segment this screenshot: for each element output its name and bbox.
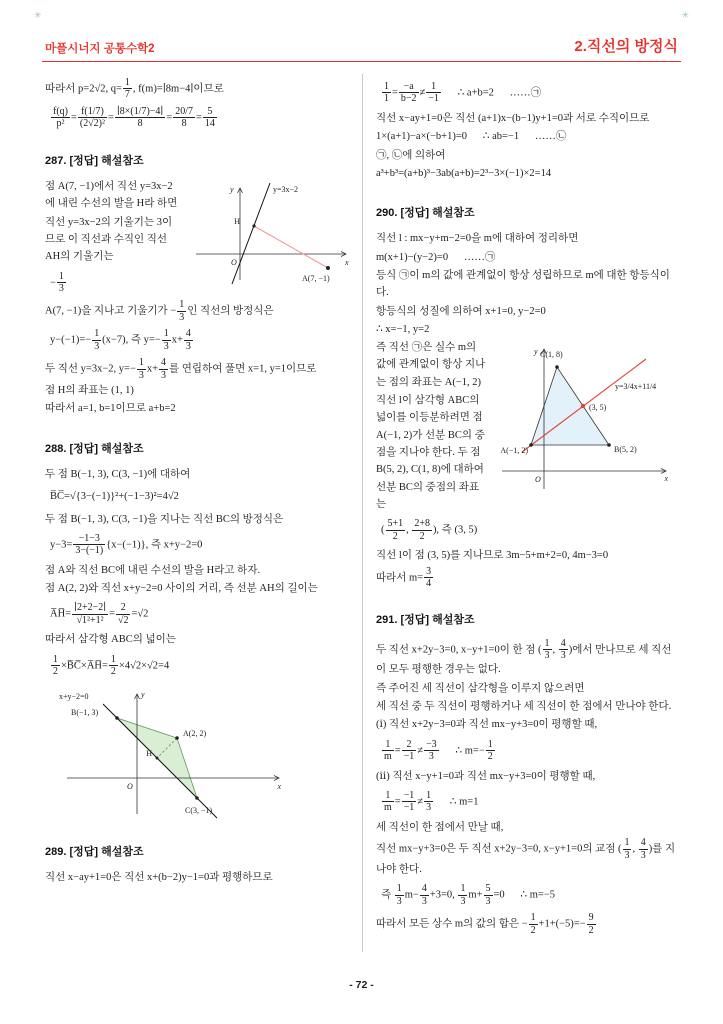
- solution-line: 두 점 B(−1, 3), C(3, −1)에 대하여: [45, 468, 191, 480]
- header-rule: [42, 61, 681, 62]
- solution-line: $\frac{f(q)}{\text{p²}}$ = $\frac{f(1/7)}{\text{(2√2)²}}$ = $\frac{∣8\times(1/7)-4∣}{8}$ = $\frac{20/7}{8}$ = $\frac{5}{14}$: [53, 105, 215, 130]
- point-b-label: B(5, 2): [614, 445, 637, 455]
- line-equation-label: x+y−2=0: [59, 691, 89, 701]
- point-c-label: C(3, −1): [185, 805, 213, 815]
- point-a-label: A(2, 2): [183, 728, 207, 738]
- solution-line: $\frac{1}{2}$ ×B̅C̅×A̅H̅= $\frac{1}{2}$ ×4√2×√2=4: [53, 653, 170, 678]
- solution-line: 따라서 모든 상수 m의 값의 합은 − $\frac{1}{2}$ +1+(−5)=− $\frac{9}{2}$: [376, 912, 594, 936]
- segment-ah: [254, 226, 328, 268]
- point-b: [607, 443, 611, 447]
- problem-288-heading: 288. [정답] 해설참조: [45, 442, 144, 455]
- point-a-label: A(7, −1): [302, 273, 330, 283]
- solution-line: B̅C̅=√{3−(−1)}²+(−1−3)²=4√2: [50, 491, 179, 503]
- diagram-287-perpendicular-foot: [188, 180, 353, 286]
- solution-288: [45, 440, 353, 821]
- solution-line: 세 직선 중 두 직선이 평행하거나 세 직선이 한 점에서 만나야 한다.: [376, 701, 672, 713]
- solution-line: ∴ x=−1, y=2: [376, 323, 430, 335]
- solution-287: [45, 152, 353, 418]
- solution-line: 직선 l이 점 (3, 5)를 지나므로 3m−5+m+2=0, 4m−3=0: [376, 550, 609, 562]
- solution-line: 직선 y=3x−2의 기울기는 3이므로 이 직선과 수직인 직선 AH의 기울기는: [45, 216, 173, 263]
- origin-label: O: [231, 257, 237, 267]
- solution-lines: [45, 869, 353, 886]
- solution-line: 따라서 m= $\frac{3}{4}$: [376, 565, 432, 589]
- solution-line: 1×(a+1)−a×(−b+1)=0 ∴ ab=−1 ……㉡: [376, 131, 567, 143]
- solution-line: (ⅰ) 직선 x+2y−3=0과 직선 mx−y+3=0이 평행할 때,: [376, 719, 598, 731]
- solution-line: 두 직선 x+2y−3=0, x−y+1=0이 한 점 ( $\frac{1}{3}$ , $\frac{4}{3}$ )에서 만나므로 세 직선이 모두 평행한 경우는 없다.: [376, 637, 672, 676]
- solution-290: [376, 204, 679, 589]
- solution-line: A̅H̅= $\frac{∣2+2-2∣}{\text{√1²+1²}}$ = $\frac{2}{√2}$ =√2: [50, 602, 149, 626]
- column-divider: [362, 74, 363, 952]
- print-mark-right-icon: ✳: [681, 10, 689, 20]
- solution-line: 점 A(7, −1)에서 직선 y=3x−2에 내린 수선의 발을 H라 하면: [45, 180, 178, 210]
- line-y-3x-2: [232, 183, 270, 284]
- solution-line: 직선 x−ay+1=0은 직선 (a+1)x−(b−1)y+1=0과 서로 수직이므로: [376, 112, 650, 124]
- solution-line: m(x+1)−(y−2)=0 ……㉠: [376, 251, 496, 263]
- solution-line: $\frac{1}{m}$ = $\frac{2}{-1}$ ≠ $\frac{-3}{3}$ ∴ m=− $\frac{1}{2}$: [384, 738, 493, 763]
- line-bc: [103, 704, 217, 818]
- x-axis-label: x: [664, 474, 668, 484]
- solution-286-continued: [45, 77, 353, 130]
- problem-291-heading: 291. [정답] 해설참조: [376, 614, 475, 627]
- solution-line: 두 점 B(−1, 3), C(3, −1)을 지나는 직선 BC의 방정식은: [45, 513, 284, 525]
- origin-label: O: [535, 475, 541, 485]
- solution-line: 따라서 a=1, b=1이므로 a+b=2: [45, 403, 176, 415]
- problem-290-heading: 290. [정답] 해설참조: [376, 207, 475, 220]
- solution-line: − $\frac{1}{3}$: [50, 270, 64, 294]
- solution-line: ㉠, ㉡에 의하여: [376, 149, 446, 161]
- line-equation-label: y=3x−2: [273, 184, 299, 194]
- right-column: [376, 76, 679, 937]
- solution-lines: [376, 81, 679, 182]
- solution-lines: [376, 230, 679, 338]
- solution-line: 따라서 p=2√2, q= $\frac{1}{7}$ , f(m)=∣8m−4∣이므로: [45, 77, 224, 101]
- x-axis-label: x: [277, 781, 281, 791]
- point-a: [326, 266, 330, 270]
- page-number: - 72 -: [349, 978, 374, 991]
- solution-line: y−(−1)=− $\frac{1}{3}$ (x−7), 즉 y=− $\frac{1}{3}$ x+ $\frac{4}{3}$: [50, 328, 191, 352]
- solution-line: 직선 x−ay+1=0은 직선 x+(b−2)y−1=0과 평행하므로: [45, 871, 273, 883]
- solution-line: 즉 $\frac{1}{3}$ m− $\frac{4}{3}$ +3=0, $\frac{1}{3}$ m+ $\frac{5}{3}$ =0 ∴ m=−5: [381, 883, 555, 907]
- y-axis-label: y: [534, 347, 538, 357]
- solution-line: ( $\frac{5+1}{2}$ , $\frac{2+8}{2}$ ), 즉 (3, 5): [381, 518, 478, 542]
- solution-line: 점 A(2, 2)와 직선 x+y−2=0 사이의 거리, 즉 선분 AH의 길이는: [45, 583, 318, 595]
- solution-line: $\frac{1}{1}$ = $\frac{-a}{b-2}$ ≠ $\frac{1}{-1}$ ∴ a+b=2 ……㉠: [384, 81, 542, 105]
- point-h-label: H: [146, 748, 152, 758]
- diagram-290-triangle-bisect: [494, 341, 679, 496]
- solution-line: 직선 l이 삼각형 ABC의 넓이를 이등분하려면 점 A(−1, 2)가 선분 BC의 중점을 지나야 한다. 두 점 B(5, 2), C(1, 8)에 대하여 선분 BC의 중점의 좌표는: [376, 395, 487, 510]
- solution-line: 항등식의 성질에 의하여 x+1=0, y−2=0: [376, 305, 546, 317]
- solution-line: 등식 ㉠이 m의 값에 관계없이 항상 성립하므로 m에 대한 항등식이다.: [376, 269, 670, 299]
- point-c: [195, 796, 199, 800]
- point-h: [156, 756, 159, 759]
- y-axis-label: y: [141, 689, 145, 699]
- point-b-label: B(−1, 3): [71, 707, 99, 717]
- point-h: [252, 224, 255, 227]
- solution-line: 직선 mx−y+3=0은 두 직선 x+2y−3=0, x−y+1=0의 교점 ( $\frac{1}{3}$ , $\frac{4}{3}$ )를 지나야 한다.: [376, 837, 676, 876]
- solution-line: (ⅱ) 직선 x−y+1=0과 직선 mx−y+3=0이 평행할 때,: [376, 770, 596, 782]
- midpoint-label: (3, 5): [589, 403, 607, 413]
- solution-line: 점 H의 좌표는 (1, 1): [45, 385, 134, 397]
- point-c-label: C(1, 8): [540, 350, 563, 360]
- solution-line: 즉 주어진 세 직선이 삼각형을 이루지 않으려면: [376, 682, 585, 694]
- problem-287-heading: 287. [정답] 해설참조: [45, 154, 144, 167]
- solution-lines: [45, 77, 353, 130]
- solution-289: [45, 843, 353, 886]
- print-mark-left-icon: ✳: [34, 10, 42, 20]
- solution-line: 점 A와 직선 BC에 내린 수선의 발을 H라고 하자.: [45, 564, 261, 576]
- solution-line: 따라서 삼각형 ABC의 넓이는: [45, 634, 176, 646]
- book-title: 마플시너지 공통수학2: [45, 43, 155, 55]
- origin-label: O: [127, 781, 133, 791]
- point-c: [555, 365, 559, 369]
- point-h-label: H: [234, 216, 240, 226]
- solution-291: [376, 611, 679, 936]
- solution-line: A(7, −1)을 지나고 기울기가 − $\frac{1}{3}$ 인 직선의 방정식은: [45, 299, 274, 323]
- point-a-label: A(−1, 2): [500, 446, 528, 456]
- x-axis-label: x: [345, 257, 349, 267]
- solution-line: y−3= $\frac{-1-3}{3-(-1)}$ {x−(−1)}, 즉 x+y−2=0: [50, 532, 203, 557]
- solution-289-continued: [376, 81, 679, 182]
- point-b: [115, 716, 119, 720]
- solution-line: 두 직선 y=3x−2, y=− $\frac{1}{3}$ x+ $\frac{4}{3}$ 를 연립하여 풀면 x=1, y=1이므로: [45, 357, 317, 381]
- solution-lines: [45, 466, 353, 678]
- chapter-title: 2.직선의 방정식: [574, 38, 678, 55]
- diagram-288-triangle-area: [57, 686, 292, 821]
- left-column: [45, 76, 353, 887]
- problem-289-heading: 289. [정답] 해설참조: [45, 845, 144, 858]
- solution-line: a³+b³=(a+b)³−3ab(a+b)=2³−3×(−1)×2=14: [376, 167, 552, 179]
- solution-line: 즉 직선 ㉠은 실수 m의 값에 관계없이 항상 지나는 점의 좌표는 A(−1, 2): [376, 342, 486, 388]
- solution-line: 직선 l : mx−y+m−2=0을 m에 대하여 정리하면: [376, 233, 579, 245]
- median-line-equation-label: y=3/4x+11/4: [615, 382, 657, 392]
- solution-lines: [376, 638, 679, 937]
- solution-line: $\frac{1}{m}$ = $\frac{-1}{-1}$ ≠ $\frac{1}{3}$ ∴ m=1: [384, 789, 479, 814]
- point-a: [175, 736, 179, 740]
- solution-line: 세 직선이 한 점에서 만날 때,: [376, 821, 504, 833]
- point-midpoint: [581, 404, 585, 408]
- point-a: [529, 443, 533, 447]
- y-axis-label: y: [230, 184, 234, 194]
